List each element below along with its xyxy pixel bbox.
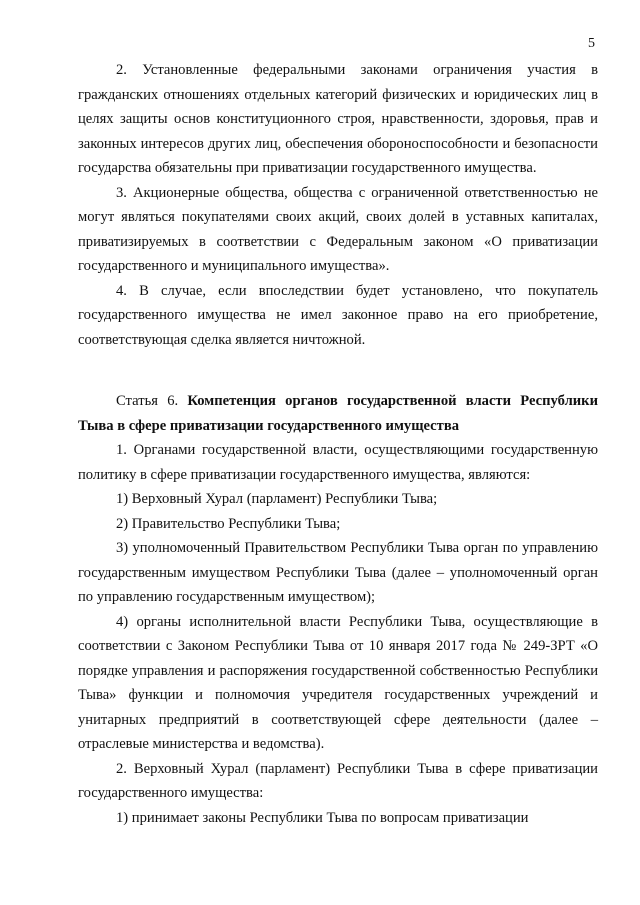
list-item-executive-bodies: 4) органы исполнительной власти Республики Тыва, осуществляющие в соответствии с Законом Республики Тыва от 10 января 2017 года № 249-ЗРТ «О порядке управления и распоряжения государственной собственностью Республики Тыва» функции и полномочия учредителя государственных учреждений и унитарных предприятий в соответствующей сфере деятельности (далее – отраслевые министерства и ведомства). (78, 613, 598, 752)
paragraph-restrictions: 2. Установленные федеральными законами ограничения участия в гражданских отношениях отдельных категорий физических и юридических лиц в целях защиты основ конституционного строя, нравственности, здоровья, прав и законных интересов других лиц, обеспечения обороноспособности и безопасности государства обязательны при приватизации государственного имущества. (78, 62, 598, 176)
list-item-khural: 1) Верховный Хурал (парламент) Республики Тыва; (116, 491, 438, 507)
paragraph-khural-competence: 2. Верховный Хурал (парламент) Республики Тыва в сфере приватизации государственного имущества: (78, 760, 598, 801)
page-number: 5 (588, 36, 595, 51)
paragraph-joint-stock-companies: 3. Акционерные общества, общества с ограниченной ответственностью не могут являться покупателями своих акций, своих долей в уставных капиталах, приватизируемых в соответствии с Федеральным законом «О приватизации государственного и муниципального имущества». (78, 184, 598, 274)
paragraph-authorities-intro: 1. Органами государственной власти, осуществляющими государственную политику в сфере приватизации государственного имущества, являются: (78, 442, 598, 483)
list-item-government: 2) Правительство Республики Тыва; (116, 515, 341, 532)
document-body (78, 58, 598, 830)
list-item-authorized-body: 3) уполномоченный Правительством Республики Тыва орган по управлению государственным имуществом Республики Тыва (далее – уполномоченный орган по управлению государственным имуществом); (78, 540, 598, 605)
article-heading (78, 389, 598, 438)
article-prefix: Статья 6. (116, 393, 179, 409)
section-gap (78, 352, 598, 389)
paragraph-void-transaction: 4. В случае, если впоследствии будет установлено, что покупатель государственного имущества не имел законное право на его приобретение, соответствующая сделка является ничтожной. (78, 282, 598, 348)
list-item-adopts-laws: 1) принимает законы Республики Тыва по вопросам приватизации (116, 809, 529, 826)
article-title: Компетенция органов государственной власти Республики Тыва в сфере приватизации государственного имущества (78, 393, 598, 434)
